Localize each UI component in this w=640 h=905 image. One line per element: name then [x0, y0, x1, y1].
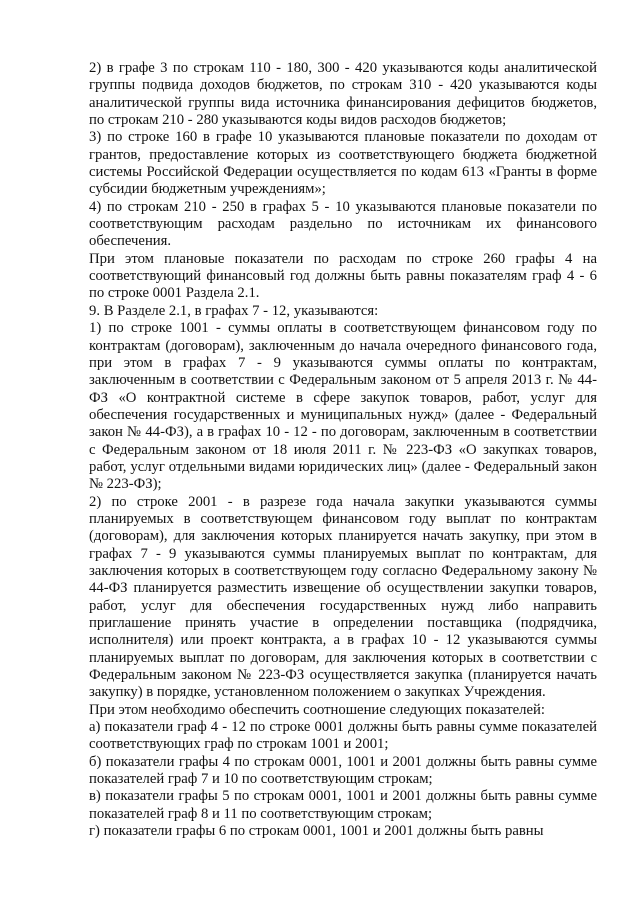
paragraph-note-line-260: При этом плановые показатели по расходам по строке 260 графы 4 на соответствующий финансовый год должны быть равны показателям граф 4 - 6 по строке 0001 Раздела 2.1.: [89, 250, 597, 302]
paragraph-item-2-group-codes: 2) в графе 3 по строкам 110 - 180, 300 - 420 указываются коды аналитической группы подвида доходов бюджетов, по строкам 310 - 420 указываются коды аналитической группы вида источника финансирования дефицитов бюджетов, по строкам 210 - 280 указываются коды видов расходов бюджетов;: [89, 60, 597, 129]
paragraph-item-3-grant-revenue: 3) по строке 160 в графе 10 указываются плановые показатели по доходам от грантов, предоставление которых из соответствующего бюджета бюджетной системы Российской Федерации осуществляется по кодам 613 «Гранты в форме субсидии бюджетным учреждениям»;: [89, 129, 597, 198]
paragraph-ratio-v: в) показатели графы 5 по строкам 0001, 1001 и 2001 должны быть равны сумме показателей граф 8 и 11 по соответствующим строкам;: [89, 788, 597, 822]
paragraph-ratio-b: б) показатели графы 4 по строкам 0001, 1001 и 2001 должны быть равны сумме показателей граф 7 и 10 по соответствующим строкам;: [89, 753, 597, 788]
paragraph-item-4-expense-lines: 4) по строкам 210 - 250 в графах 5 - 10 указываются плановые показатели по соответствующим расходам раздельно по источникам их финансового обеспечения.: [89, 198, 597, 250]
paragraph-ratio-g: г) показатели графы 6 по строкам 0001, 1001 и 2001 должны быть равны: [89, 823, 544, 840]
paragraph-ratio-intro: При этом необходимо обеспечить соотношение следующих показателей:: [89, 701, 545, 718]
paragraph-ratio-a: а) показатели граф 4 - 12 по строке 0001 должны быть равны сумме показателей соответствующих граф по строкам 1001 и 2001;: [89, 719, 597, 753]
paragraph-line-2001: 2) по строке 2001 - в разрезе года начала закупки указываются суммы планируемых в соответствующем финансовом году выплат по контрактам (договорам), для заключения которых планируется начать закупку, при этом в графах 7 - 9 указываются суммы планируемых выплат по контрактам, для заключения которых в соответствующем году согласно Федеральному закону № 44-ФЗ планируется разместить извещение об осуществлении закупки товаров, работ, услуг для обеспечения государственных нужд либо направить приглашение принять участие в определении поставщика (подрядчика, исполнителя) или проект контракта, а в графах 10 - 12 указываются суммы планируемых выплат по договорам, для заключения которых в соответствии с Федеральным законом № 223-ФЗ осуществляется закупка (планируется начать закупку) в порядке, установленном положением о закупках Учреждения.: [89, 493, 597, 701]
paragraph-line-1001: 1) по строке 1001 - суммы оплаты в соответствующем финансовом году по контрактам (договорам), заключенным до начала очередного финансового года, при этом в графах 7 - 9 указываются суммы оплаты по контрактам, заключенным в соответствии с Федеральным законом от 5 апреля 2013 г. № 44-ФЗ «О контрактной системе в сфере закупок товаров, работ, услуг для обеспечения государственных и муниципальных нужд» (далее - Федеральный закон № 44-ФЗ), а в графах 10 - 12 - по договорам, заключенным в соответствии с Федеральным законом от 18 июля 2011 г. № 223-ФЗ «О закупках товаров, работ, услуг отдельными видами юридических лиц» (далее - Федеральный закон № 223-ФЗ);: [89, 320, 597, 493]
document-page: [89, 60, 597, 840]
paragraph-section-9-heading: 9. В Разделе 2.1, в графах 7 - 12, указываются:: [89, 302, 379, 319]
